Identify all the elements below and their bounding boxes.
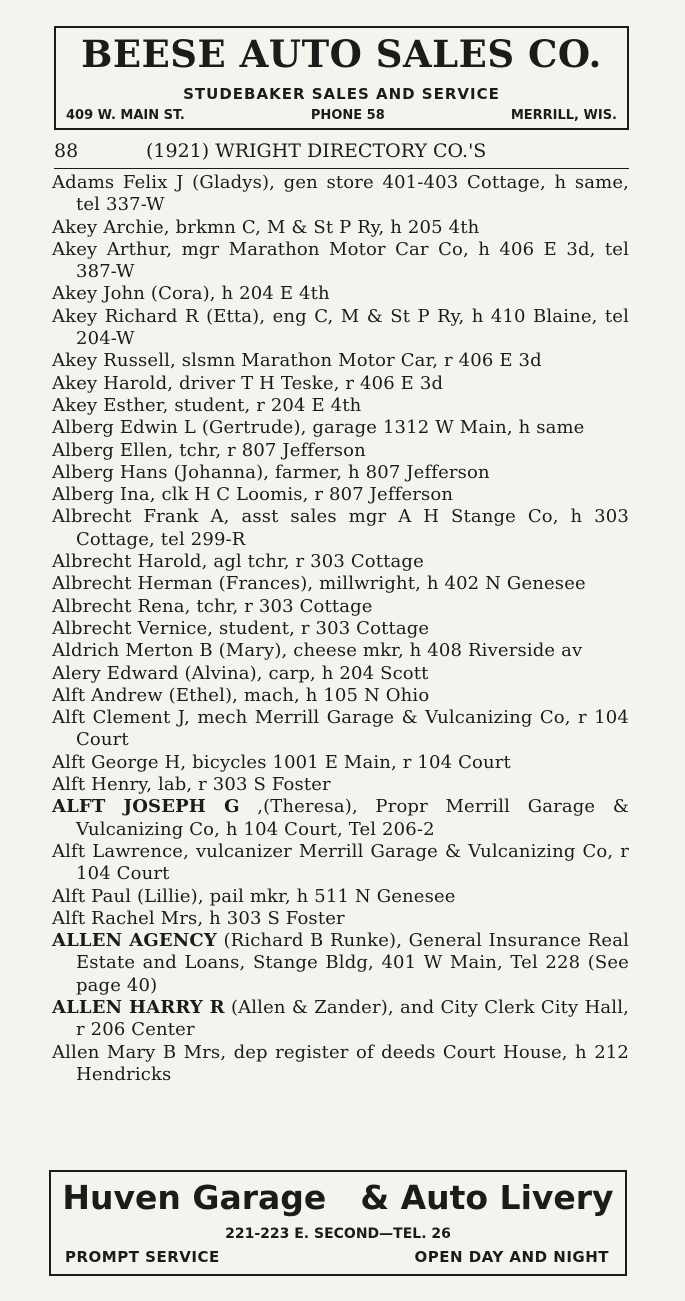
directory-entries: [52, 172, 629, 1086]
entry-details: (Etta), eng C, M & St P Ry, h 410 Blaine, tel 204-W: [76, 305, 629, 350]
directory-entry: [52, 663, 629, 685]
entry-details: (Richard B Runke), General Insurance Real Estate and Loans, Stange Bldg, 401 W Main, Tel 228 (See page 40): [76, 930, 629, 996]
entry-name: ALLEN HARRY R: [52, 996, 225, 1018]
directory-entry: [52, 908, 629, 930]
entry-name: Akey Russell: [52, 350, 171, 372]
entry-details: , tchr, r 807 Jefferson: [167, 439, 366, 461]
entry-details: (Mary), cheese mkr, h 408 Riverside av: [212, 640, 583, 662]
entry-details: , student, r 204 E 4th: [162, 394, 362, 416]
directory-entry: [52, 306, 629, 351]
directory-entry: [52, 596, 629, 618]
entry-name: Alberg Ellen: [52, 439, 168, 461]
entry-details: , agl tchr, r 303 Cottage: [201, 551, 424, 573]
entry-name: Albrecht Frank A: [52, 506, 224, 528]
ad-title: BEESE AUTO SALES CO.: [81, 32, 602, 76]
entry-name: Albrecht Herman: [52, 573, 213, 595]
ad-address: 221-223 E. SECOND—TEL. 26: [225, 1226, 451, 1242]
entry-details: , h 303 S Foster: [197, 907, 345, 929]
directory-entry: [52, 239, 629, 284]
directory-entry: [52, 685, 629, 707]
entry-name: ALLEN AGENCY: [52, 930, 217, 952]
running-head-title: (1921) WRIGHT DIRECTORY CO.'S: [146, 140, 487, 162]
entry-details: (Frances), millwright, h 402 N Genesee: [212, 573, 586, 595]
directory-entry: [52, 440, 629, 462]
entry-name: Alft Paul: [52, 885, 132, 907]
entry-details: ,(Theresa), Propr Merrill Garage & Vulcanizing Co, h 104 Court, Tel 206-2: [76, 796, 629, 840]
entry-details: , asst sales mgr A H Stange Co, h 303 Cottage, tel 299-R: [76, 506, 629, 550]
entry-name: Albrecht Rena: [52, 595, 185, 617]
entry-details: , clk H C Loomis, r 807 Jefferson: [149, 484, 454, 506]
directory-entry: [52, 930, 629, 997]
directory-entry: [52, 997, 629, 1042]
directory-entry: [52, 640, 629, 662]
entry-details: , driver T H Teske, r 406 E 3d: [167, 372, 444, 394]
entry-details: , mgr Marathon Motor Car Co, h 406 E 3d, tel 387-W: [76, 238, 629, 283]
directory-entry: [52, 395, 629, 417]
entry-details: (Gertrude), garage 1312 W Main, h same: [195, 417, 585, 439]
ad-contact-row: [66, 108, 617, 123]
entry-name: Alft Andrew: [52, 684, 163, 706]
entry-name: Allen Mary B Mrs: [52, 1041, 221, 1063]
entry-name: Albrecht Vernice: [52, 617, 208, 639]
directory-entry: [52, 217, 629, 239]
ad-title-right: & Auto Livery: [360, 1178, 614, 1217]
entry-name: Alft Lawrence: [52, 840, 184, 862]
entry-name: Akey Archie: [52, 216, 164, 238]
entry-name: Alft Henry: [52, 774, 147, 796]
directory-entry: [52, 707, 629, 752]
entry-name: ALFT JOSEPH G: [52, 796, 240, 818]
advertisement-beese-auto-sales: [54, 26, 629, 130]
directory-entry: [52, 283, 629, 305]
entry-details: , student, r 303 Cottage: [207, 617, 430, 639]
entry-name: Alery Edward: [52, 662, 179, 684]
directory-entry: [52, 417, 629, 439]
ad-title-left: Huven Garage: [62, 1178, 327, 1217]
directory-entry: [52, 462, 629, 484]
ad-city: MERRILL, WIS.: [510, 108, 617, 123]
ad-phone: PHONE 58: [310, 108, 385, 123]
directory-entry: [52, 484, 629, 506]
entry-details: , brkmn C, M & St P Ry, h 205 4th: [163, 216, 480, 238]
entry-details: , vulcanizer Merrill Garage & Vulcanizing Co, r 104 Court: [76, 840, 629, 885]
entry-name: Alft Clement J: [52, 707, 185, 729]
entry-details: (Johanna), farmer, h 807 Jefferson: [167, 461, 490, 483]
entry-name: Akey Esther: [52, 394, 163, 416]
entry-name: Alberg Hans: [52, 461, 168, 483]
entry-details: (Alvina), carp, h 204 Scott: [178, 662, 429, 684]
ad-address: 409 W. MAIN ST.: [66, 108, 185, 123]
entry-name: Akey Harold: [52, 372, 168, 394]
entry-details: , dep register of deeds Court House, h 212 Hendricks: [76, 1041, 629, 1085]
entry-details: , bicycles 1001 E Main, r 104 Court: [180, 751, 511, 773]
entry-name: Akey Richard R: [52, 305, 199, 327]
ad-tagline-right: OPEN DAY AND NIGHT: [414, 1248, 609, 1266]
entry-name: Alberg Edwin L: [52, 417, 196, 439]
directory-entry: [52, 350, 629, 372]
entry-name: Akey John: [52, 283, 146, 305]
entry-details: (Allen & Zander), and City Clerk City Hall, r 206 Center: [76, 996, 629, 1041]
directory-entry: [52, 886, 629, 908]
entry-name: Akey Arthur: [52, 238, 167, 260]
directory-entry: [52, 373, 629, 395]
entry-name: Albrecht Harold: [52, 551, 202, 573]
entry-details: , lab, r 303 S Foster: [146, 774, 331, 796]
entry-name: Aldrich Merton B: [52, 640, 213, 662]
entry-details: (Cora), h 204 E 4th: [145, 283, 330, 305]
entry-name: Alft George H: [52, 751, 181, 773]
entry-details: , mech Merrill Garage & Vulcanizing Co, r 104 Court: [76, 707, 629, 751]
ad-tagline-left: PROMPT SERVICE: [65, 1248, 220, 1266]
entry-name: Alberg Ina: [52, 484, 150, 506]
directory-entry: [52, 796, 629, 841]
directory-entry: [52, 506, 629, 551]
ad-title: [51, 1178, 625, 1217]
directory-entry: [52, 752, 629, 774]
entry-details: , slsmn Marathon Motor Car, r 406 E 3d: [170, 350, 542, 372]
directory-entry: [52, 573, 629, 595]
ad-tagline-row: [65, 1248, 609, 1266]
entry-name: Alft Rachel Mrs: [52, 907, 198, 929]
entry-details: , tchr, r 303 Cottage: [184, 595, 373, 617]
directory-entry: [52, 841, 629, 886]
advertisement-huven-garage: [49, 1170, 627, 1276]
directory-entry: [52, 618, 629, 640]
entry-details: (Lillie), pail mkr, h 511 N Genesee: [131, 885, 456, 907]
ad-subtitle: STUDEBAKER SALES AND SERVICE: [183, 85, 500, 103]
header-rule: [54, 168, 629, 169]
directory-entry: [52, 551, 629, 573]
directory-entry: [52, 774, 629, 796]
entry-details: (Ethel), mach, h 105 N Ohio: [162, 684, 430, 706]
directory-entry: [52, 1042, 629, 1087]
entry-name: Adams Felix J: [52, 172, 184, 193]
page-number: 88: [54, 140, 79, 162]
entry-details: (Gladys), gen store 401-403 Cottage, h same, tel 337-W: [76, 172, 630, 216]
running-head: [54, 140, 629, 162]
directory-entry: [52, 172, 629, 217]
